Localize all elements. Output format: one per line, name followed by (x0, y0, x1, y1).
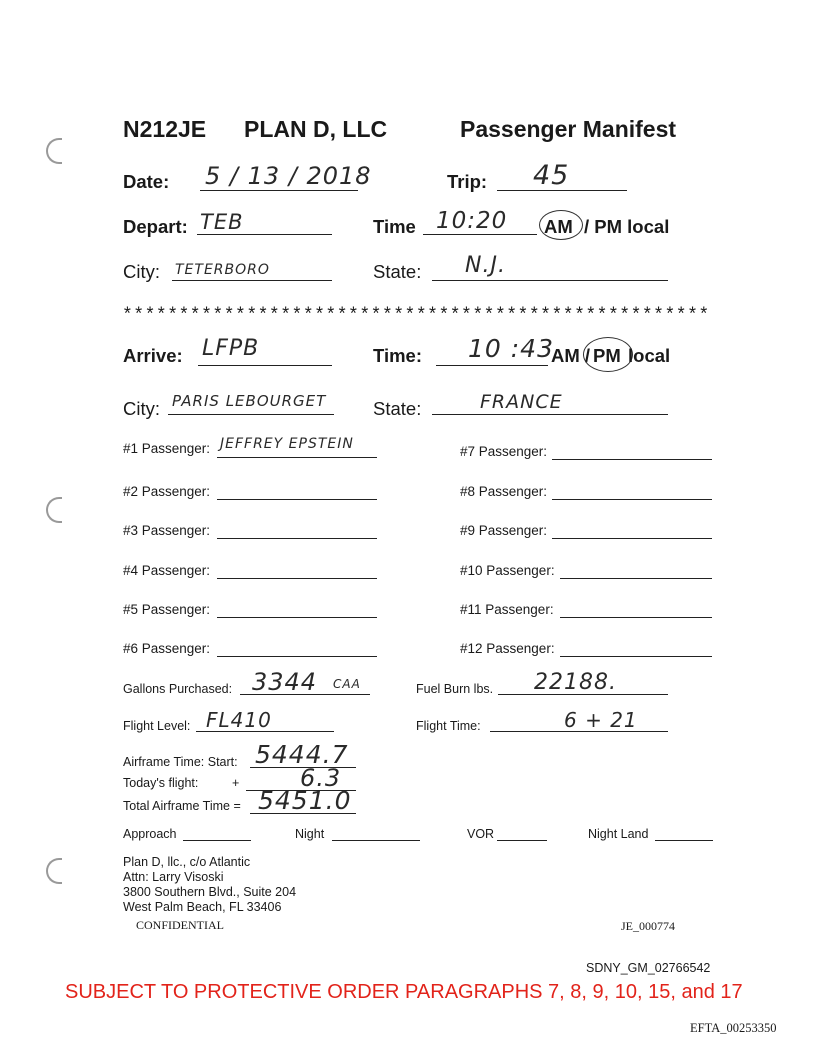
airframe-start-label: Airframe Time: Start: (123, 755, 238, 769)
arrive-state-label: State: (373, 398, 422, 419)
trip-underline (497, 190, 627, 191)
state-label: State: (373, 261, 422, 282)
arrive-state-value: FRANCE (480, 391, 563, 413)
arrive-label: Arrive: (123, 345, 183, 366)
gallons-underline (240, 694, 370, 695)
flight-time-label: Flight Time: (416, 719, 481, 733)
gallons-value: 3344 (252, 668, 318, 696)
passenger-4-label: #4 Passenger: (123, 563, 211, 578)
night-underline (332, 840, 420, 841)
passenger-6-label: #6 Passenger: (123, 641, 211, 656)
flight-time-value: 6 + 21 (564, 708, 638, 732)
vor-underline (497, 840, 547, 841)
approach-label: Approach (123, 827, 177, 841)
time-value: 10:20 (436, 208, 508, 234)
arrive-city-value: PARIS LEBOURGET (172, 392, 327, 410)
passenger-2-label: #2 Passenger: (123, 484, 211, 499)
company-name: PLAN D, LLC (244, 116, 388, 142)
arrive-time-value: 10 :43 (468, 334, 554, 363)
am-option: AM (544, 216, 573, 237)
time-underline (423, 234, 537, 235)
depart-label: Depart: (123, 216, 188, 237)
gallons-suffix: CAA (333, 677, 361, 691)
passenger-6-underline (217, 656, 377, 657)
passenger-1-label: #1 Passenger: (123, 441, 211, 456)
je-bates-number: JE_000774 (621, 919, 675, 933)
passenger-7-label: #7 Passenger: (460, 444, 548, 459)
tail-number: N212JE (123, 116, 207, 142)
fuel-burn-label: Fuel Burn lbs. (416, 682, 494, 696)
flight-level-label: Flight Level: (123, 719, 191, 733)
depart-underline (197, 234, 332, 235)
night-land-label: Night Land (588, 827, 649, 841)
passenger-8-label: #8 Passenger: (460, 484, 548, 499)
arrive-city-underline (168, 414, 334, 415)
passenger-11-underline (560, 617, 712, 618)
confidential-stamp: CONFIDENTIAL (136, 918, 224, 932)
arrive-city-label: City: (123, 398, 160, 419)
passenger-2-underline (217, 499, 377, 500)
city-label: City: (123, 261, 160, 282)
passenger-8-underline (552, 499, 712, 500)
passenger-3-label: #3 Passenger: (123, 523, 211, 538)
pm-option-2: PM (593, 345, 621, 366)
date-value: 5 / 13 / 2018 (205, 162, 372, 190)
am-option-2: AM / (551, 345, 591, 366)
address-line-4: West Palm Beach, FL 33406 (123, 900, 282, 914)
arrive-state-underline (432, 414, 668, 415)
sdny-bates-number: SDNY_GM_02766542 (586, 961, 711, 975)
passenger-10-label: #10 Passenger: (460, 563, 555, 578)
passenger-12-label: #12 Passenger: (460, 641, 555, 656)
flight-level-value: FL410 (206, 708, 272, 732)
local-text-2: local (628, 345, 671, 366)
passenger-1-value: JEFFREY EPSTEIN (220, 436, 354, 452)
fuel-burn-underline (498, 694, 668, 695)
passenger-4-underline (217, 578, 377, 579)
arrive-underline (198, 365, 332, 366)
vor-label: VOR (467, 827, 495, 841)
flight-level-underline (196, 731, 334, 732)
state-value: N.J. (465, 253, 506, 278)
passenger-5-label: #5 Passenger: (123, 602, 211, 617)
binder-hole-mark (46, 138, 62, 164)
passenger-5-underline (217, 617, 377, 618)
separator-stars: **************************************************** (122, 306, 710, 326)
binder-hole-mark (46, 858, 62, 884)
todays-flight-label: Today's flight: (123, 776, 199, 790)
passenger-11-label: #11 Passenger: (460, 602, 554, 617)
night-label: Night (295, 827, 325, 841)
arrive-value: LFPB (202, 336, 260, 361)
state-underline (432, 280, 668, 281)
passenger-12-underline (560, 656, 712, 657)
binder-hole-mark (46, 497, 62, 523)
passenger-3-underline (217, 538, 377, 539)
gallons-label: Gallons Purchased: (123, 682, 233, 696)
date-underline (200, 190, 358, 191)
pm-local-option: / PM local (584, 216, 670, 237)
passenger-7-underline (552, 459, 712, 460)
depart-value: TEB (200, 210, 244, 234)
city-value: TETERBORO (175, 262, 270, 278)
efta-number: EFTA_00253350 (690, 1021, 777, 1035)
arrive-time-underline (436, 365, 548, 366)
total-airframe-underline (250, 813, 356, 814)
trip-label: Trip: (447, 171, 488, 192)
form-title: Passenger Manifest (460, 116, 677, 142)
address-line-1: Plan D, llc., c/o Atlantic (123, 855, 251, 869)
total-airframe-label: Total Airframe Time = (123, 799, 241, 813)
time-label: Time (373, 216, 416, 237)
passenger-10-underline (560, 578, 712, 579)
night-land-underline (655, 840, 713, 841)
fuel-burn-value: 22188. (534, 670, 617, 695)
total-airframe-value: 5451.0 (258, 786, 352, 815)
city-underline (172, 280, 332, 281)
trip-value: 45 (533, 160, 570, 191)
protective-order-notice: SUBJECT TO PROTECTIVE ORDER PARAGRAPHS 7, 8, 9, 10, 15, and 17 (65, 981, 743, 1003)
flight-time-underline (490, 731, 668, 732)
passenger-1-underline (217, 457, 377, 458)
address-line-2: Attn: Larry Visoski (123, 870, 224, 884)
todays-flight-plus: + (232, 776, 240, 790)
passenger-9-underline (552, 538, 712, 539)
passenger-9-label: #9 Passenger: (460, 523, 548, 538)
date-label: Date: (123, 171, 170, 192)
todays-flight-value: 6.3 (300, 764, 342, 792)
approach-underline (183, 840, 251, 841)
address-line-3: 3800 Southern Blvd., Suite 204 (123, 885, 297, 899)
airframe-start-value: 5444.7 (255, 740, 349, 769)
address-block (123, 855, 296, 915)
arrive-time-label: Time: (373, 345, 423, 366)
